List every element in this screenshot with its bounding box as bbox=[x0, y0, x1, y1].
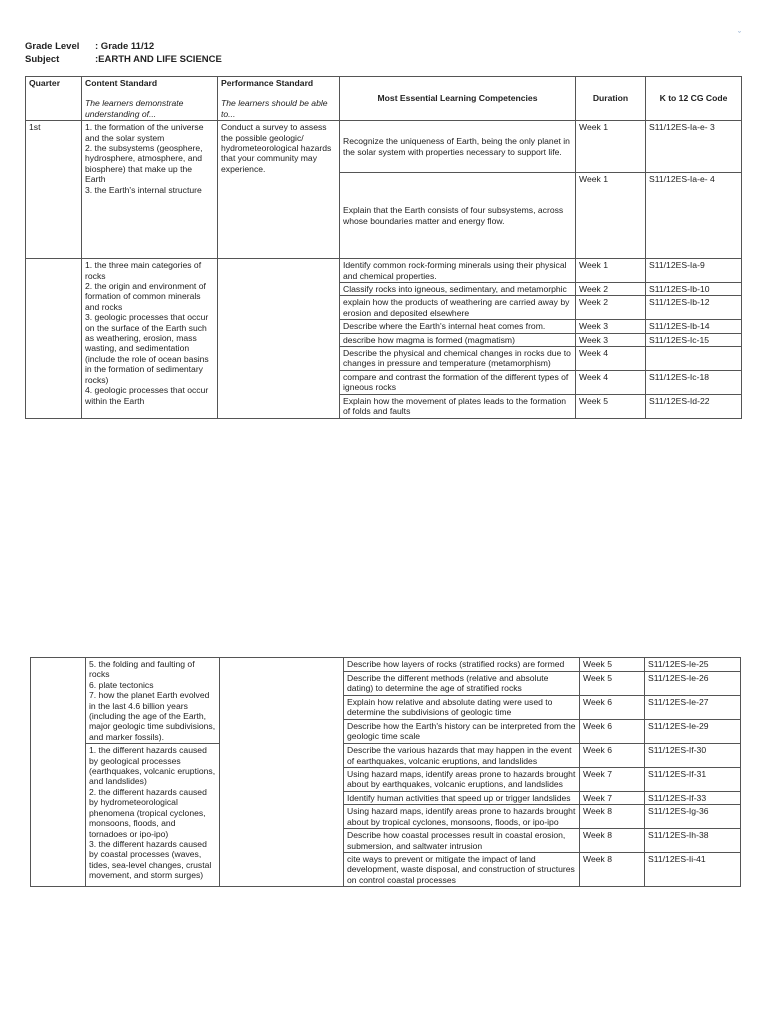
duration-cell: Week 6 bbox=[580, 695, 645, 719]
competency-cell: Identify human activities that speed up or trigger landslides bbox=[344, 791, 580, 804]
content-standard-item: 2. the different hazards caused by hydrometeorological phenomena (tropical cyclones, monsoons, floods, and tornadoes or ipo-ipo) bbox=[89, 786, 207, 839]
performance-standard-cell: Conduct a survey to assess the possible geologic/ hydrometeorological hazards that your community may experience. bbox=[218, 121, 340, 259]
duration-cell: Week 5 bbox=[580, 658, 645, 672]
content-standard-item: 6. plate tectonics bbox=[89, 679, 154, 690]
content-standard-item: 1. the formation of the universe and the solar system bbox=[85, 122, 204, 143]
duration-cell: Week 2 bbox=[576, 296, 646, 320]
code-cell: S11/12ES-Ie-29 bbox=[645, 720, 741, 744]
subject-label: Subject bbox=[25, 54, 60, 65]
duration-cell: Week 1 bbox=[576, 121, 646, 173]
table-row bbox=[26, 259, 742, 283]
competency-cell: explain how the products of weathering are carried away by erosion and deposited elsewhere bbox=[340, 296, 576, 320]
duration-cell: Week 2 bbox=[576, 283, 646, 296]
competency-cell: Describe the different methods (relative and absolute dating) to determine the age of stratified rocks bbox=[344, 671, 580, 695]
content-standard-item: 3. geologic processes that occur on the surface of the Earth such as weathering, erosion, mass wasting, and sedimentation (include the role of ocean basins in the formation of sedimentary rocks) bbox=[85, 312, 209, 385]
duration-cell: Week 3 bbox=[576, 333, 646, 346]
code-cell: S11/12ES-Ia-e- 3 bbox=[646, 121, 742, 173]
content-standard-item: 5. the folding and faulting of rocks bbox=[89, 659, 195, 680]
performance-standard-header bbox=[218, 77, 340, 121]
code-cell: S11/12ES-Ie-26 bbox=[645, 671, 741, 695]
document-header bbox=[25, 40, 222, 66]
content-standard-item: 1. the different hazards caused by geological processes (earthquakes, volcanic eruptions, and landslides) bbox=[89, 745, 216, 787]
content-standard-item: 4. geologic processes that occur within the Earth bbox=[85, 385, 209, 406]
competency-cell: Classify rocks into igneous, sedimentary, and metamorphic bbox=[340, 283, 576, 296]
code-cell: S11/12ES-Ii-41 bbox=[645, 852, 741, 886]
performance-standard-cell-empty bbox=[220, 658, 344, 887]
code-cell: S11/12ES-Ib-14 bbox=[646, 320, 742, 333]
code-cell: S11/12ES-Ig-36 bbox=[645, 805, 741, 829]
code-cell: S11/12ES-If-30 bbox=[645, 744, 741, 768]
content-standard-header bbox=[82, 77, 218, 121]
duration-cell: Week 6 bbox=[580, 720, 645, 744]
table-row bbox=[31, 658, 741, 672]
melc-table-page-2 bbox=[30, 657, 741, 887]
grade-level-label: Grade Level bbox=[25, 41, 80, 52]
competency-cell: describe how magma is formed (magmatism) bbox=[340, 333, 576, 346]
competency-cell: Recognize the uniqueness of Earth, being the only planet in the solar system with properties necessary to support life. bbox=[340, 121, 576, 173]
duration-cell: Week 7 bbox=[580, 791, 645, 804]
duration-cell: Week 3 bbox=[576, 320, 646, 333]
content-standard-item: 2. the origin and environment of formation of common minerals and rocks bbox=[85, 281, 206, 312]
code-cell: S11/12ES-Ic-15 bbox=[646, 333, 742, 346]
duration-cell: Week 1 bbox=[576, 173, 646, 259]
duration-cell: Week 6 bbox=[580, 744, 645, 768]
performance-standard-title: Performance Standard bbox=[221, 78, 314, 88]
code-cell: S11/12ES-Ia-e- 4 bbox=[646, 173, 742, 259]
code-cell: S11/12ES-If-33 bbox=[645, 791, 741, 804]
code-cell: S11/12ES-Ih-38 bbox=[645, 829, 741, 853]
competency-cell: compare and contrast the formation of the different types of igneous rocks bbox=[340, 370, 576, 394]
competency-cell: Describe where the Earth's internal heat comes from. bbox=[340, 320, 576, 333]
grade-level-value: : Grade 11/12 bbox=[95, 41, 155, 52]
content-standard-item: 7. how the planet Earth evolved in the last 4.6 billion years (including the age of the Earth, major geologic time subdivisions, and marker fossils). bbox=[89, 690, 216, 742]
content-standard-cell bbox=[86, 744, 220, 887]
code-cell: S11/12ES-Ia-9 bbox=[646, 259, 742, 283]
competency-cell: Describe how the Earth's history can be interpreted from the geologic time scale bbox=[344, 720, 580, 744]
duration-cell: Week 5 bbox=[580, 671, 645, 695]
competency-cell: cite ways to prevent or mitigate the impact of land development, waste disposal, and construction of structures on control coastal processes bbox=[344, 852, 580, 886]
duration-cell: Week 8 bbox=[580, 805, 645, 829]
content-standard-title: Content Standard bbox=[85, 78, 158, 88]
competency-cell: Identify common rock-forming minerals using their physical and chemical properties. bbox=[340, 259, 576, 283]
content-standard-intro: The learners demonstrate understanding of... bbox=[85, 98, 184, 119]
duration-cell: Week 4 bbox=[576, 347, 646, 371]
code-cell: S11/12ES-If-31 bbox=[645, 768, 741, 792]
duration-cell: Week 5 bbox=[576, 394, 646, 418]
duration-cell: Week 4 bbox=[576, 370, 646, 394]
duration-cell: Week 1 bbox=[576, 259, 646, 283]
quarter-cell-empty bbox=[31, 658, 86, 887]
competency-cell: Explain how relative and absolute dating were used to determine the subdivisions of geologic time bbox=[344, 695, 580, 719]
table-row bbox=[31, 744, 741, 768]
performance-standard-intro: The learners should be able to... bbox=[221, 98, 328, 119]
code-cell: S11/12ES-Ie-27 bbox=[645, 695, 741, 719]
duration-cell: Week 8 bbox=[580, 852, 645, 886]
content-standard-cell bbox=[86, 658, 220, 744]
quarter-header: Quarter bbox=[26, 77, 82, 121]
code-cell: S11/12ES-Ic-18 bbox=[646, 370, 742, 394]
duration-header: Duration bbox=[576, 77, 646, 121]
table-row bbox=[26, 121, 742, 173]
duration-cell: Week 7 bbox=[580, 768, 645, 792]
code-cell bbox=[646, 347, 742, 371]
competency-cell: Explain that the Earth consists of four subsystems, across whose boundaries matter and energy flow. bbox=[340, 173, 576, 259]
code-cell: S11/12ES-Ie-25 bbox=[645, 658, 741, 672]
competency-cell: Describe the physical and chemical changes in rocks due to changes in pressure and temperature (metamorphism) bbox=[340, 347, 576, 371]
competency-cell: Describe the various hazards that may happen in the event of earthquakes, volcanic eruptions, and landslides bbox=[344, 744, 580, 768]
competency-cell: Using hazard maps, identify areas prone to hazards brought about by earthquakes, volcanic eruptions, and landslides bbox=[344, 768, 580, 792]
subject-value: :EARTH AND LIFE SCIENCE bbox=[95, 54, 222, 65]
competency-cell: Explain how the movement of plates leads to the formation of folds and faults bbox=[340, 394, 576, 418]
duration-cell: Week 8 bbox=[580, 829, 645, 853]
quarter-cell-empty bbox=[26, 259, 82, 418]
quarter-cell: 1st bbox=[26, 121, 82, 259]
content-standard-cell bbox=[82, 121, 218, 259]
code-cell: S11/12ES-Id-22 bbox=[646, 394, 742, 418]
code-cell: S11/12ES-Ib-12 bbox=[646, 296, 742, 320]
content-standard-item: 3. the Earth's internal structure bbox=[85, 184, 202, 195]
performance-standard-cell-empty bbox=[218, 259, 340, 418]
table-header-row bbox=[26, 77, 742, 121]
content-standard-item: 2. the subsystems (geosphere, hydrosphere, atmosphere, and biosphere) that make up the Earth bbox=[85, 143, 203, 185]
code-header: K to 12 CG Code bbox=[646, 77, 742, 121]
competencies-header: Most Essential Learning Competencies bbox=[340, 77, 576, 121]
content-standard-cell bbox=[82, 259, 218, 418]
corner-mark: ˇ bbox=[738, 30, 741, 40]
competency-cell: Using hazard maps, identify areas prone to hazards brought about by tropical cyclones, monsoons, floods, or ipo-ipo bbox=[344, 805, 580, 829]
content-standard-item: 3. the different hazards caused by coastal processes (waves, tides, sea-level changes, crustal movement, and storm surges) bbox=[89, 838, 212, 881]
melc-table-page-1 bbox=[25, 76, 742, 419]
competency-cell: Describe how coastal processes result in coastal erosion, submersion, and saltwater intrusion bbox=[344, 829, 580, 853]
competency-cell: Describe how layers of rocks (stratified rocks) are formed bbox=[344, 658, 580, 672]
code-cell: S11/12ES-Ib-10 bbox=[646, 283, 742, 296]
content-standard-item: 1. the three main categories of rocks bbox=[85, 260, 202, 281]
